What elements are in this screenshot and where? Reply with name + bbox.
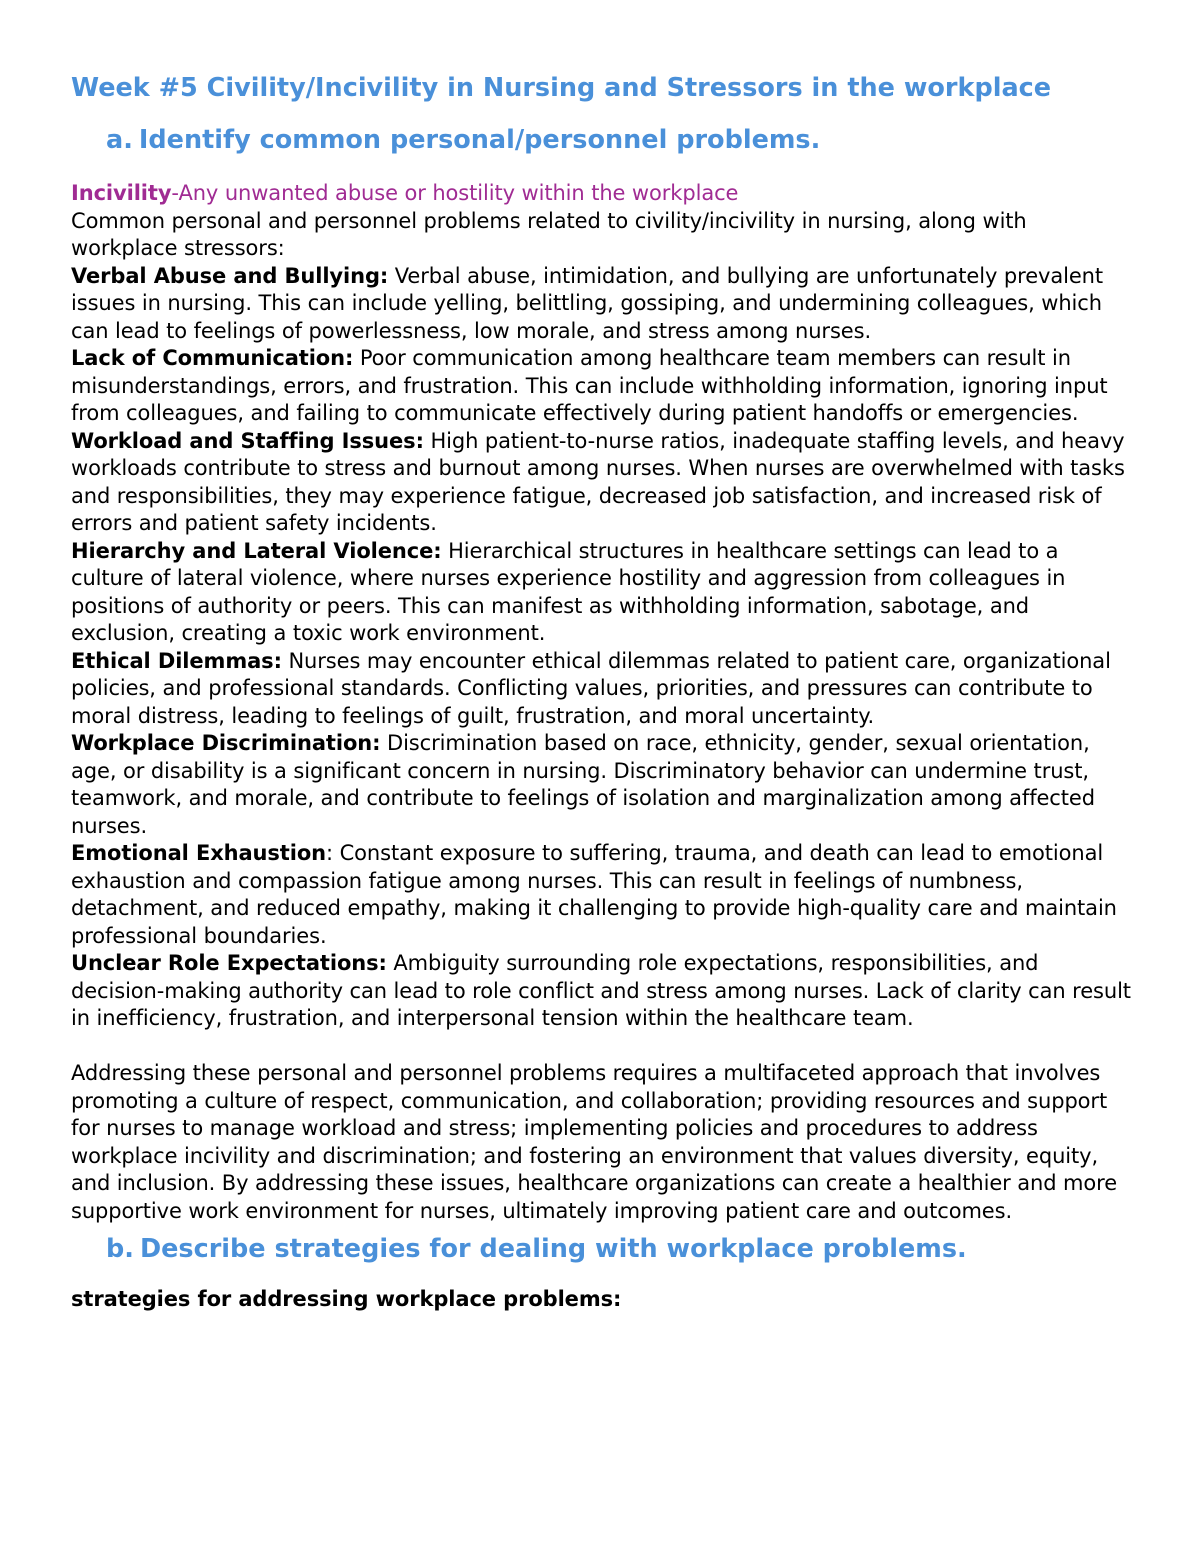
problem-term: Workplace Discrimination:	[71, 731, 381, 755]
section-b-marker: b.	[106, 1234, 134, 1264]
problem-text: : Constant exposure to suffering, trauma, and death can lead to emotional exhaustion and compassion fatigue among nurses. This can result in feelings of numbness, detachment, and reduced empathy, making it challenging to provide high-quality care and maintain professional boundaries.	[71, 841, 1117, 948]
closing-paragraph: Addressing these personal and personnel problems requires a multifaceted approach that involves promoting a culture of respect, communication, and collaboration; providing resources and support for nurses to manage workload and stress; implementing policies and procedures to address workplace incivility and discrimination; and fostering an environment that values diversity, equity, and inclusion. By addressing these issues, healthcare organizations can create a healthier and more supportive work environment for nurses, ultimately improving patient care and outcomes.	[71, 1061, 1118, 1223]
problem-list	[71, 263, 1133, 1033]
document-page	[71, 66, 1133, 1314]
problem-text: Verbal abuse, intimidation, and bullying are unfortunately prevalent issues in nursing. This can include yelling, belittling, gossiping, and undermining colleagues, which can lead to feelings of powerlessness, low morale, and stress among nurses.	[71, 263, 1104, 343]
definition-term: Incivility	[71, 181, 172, 205]
incivility-definition	[71, 180, 1133, 208]
problem-term: Emotional Exhaustion	[71, 841, 327, 865]
problem-term: Verbal Abuse and Bullying:	[71, 263, 389, 288]
section-a-marker: a.	[106, 125, 133, 155]
definition-text: -Any unwanted abuse or hostility within the workplace	[171, 181, 739, 205]
problem-ethical-dilemmas	[71, 648, 1133, 731]
section-b-heading-text: Describe strategies for dealing with workplace problems.	[139, 1234, 967, 1264]
problem-workplace-discrimination	[71, 730, 1133, 840]
problem-emotional-exhaustion	[71, 840, 1133, 950]
problem-term: Hierarchy and Lateral Violence:	[71, 538, 442, 563]
problem-term: Workload and Staffing Issues:	[71, 428, 424, 453]
problem-workload-staffing	[71, 428, 1133, 538]
section-a-heading-text: Identify common personal/personnel problems.	[138, 125, 821, 155]
problem-hierarchy-lateral-violence	[71, 538, 1133, 648]
section-b-heading	[71, 1227, 1133, 1271]
problem-text: High patient-to-nurse ratios, inadequate staffing levels, and heavy workloads contribute to stress and burnout among nurses. When nurses are overwhelmed with tasks and responsibilities, they may experience fatigue, decreased job satisfaction, and increased risk of errors and patient safety incidents.	[71, 428, 1125, 535]
problem-text: Discrimination based on race, ethnicity, gender, sexual orientation, age, or disability is a significant concern in nursing. Discriminatory behavior can undermine trust, teamwork, and morale, and contribute to feelings of isolation and marginalization among affected nurses.	[71, 731, 1095, 838]
problem-term: Lack of Communication:	[71, 346, 354, 370]
strategies-label: strategies for addressing workplace problems:	[71, 1287, 622, 1311]
problem-verbal-abuse	[71, 263, 1133, 346]
section-a-heading	[71, 118, 1133, 162]
problem-text: Ambiguity surrounding role expectations, responsibilities, and decision-making authority can lead to role conflict and stress among nurses. Lack of clarity can result in inefficiency, frustration, and interpersonal tension within the healthcare team.	[71, 951, 1131, 1030]
problem-term: Unclear Role Expectations:	[71, 951, 387, 975]
intro-paragraph: Common personal and personnel problems related to civility/incivility in nursing, along with workplace stressors:	[71, 208, 1027, 260]
problem-unclear-role-expectations	[71, 950, 1133, 1033]
problem-lack-of-communication	[71, 345, 1133, 428]
problem-text: Poor communication among healthcare team members can result in misunderstandings, errors, and frustration. This can include withholding information, ignoring input from colleagues, and failing to communicate effectively during patient handoffs or emergencies.	[71, 346, 1108, 425]
document-title: Week #5 Civility/Incivility in Nursing and Stressors in the workplace	[71, 73, 1052, 103]
problem-text: Nurses may encounter ethical dilemmas related to patient care, organizational policies, and professional standards. Conflicting values, priorities, and pressures can contribute to moral distress, leading to feelings of guilt, frustration, and moral uncertainty.	[71, 648, 1111, 728]
problem-term: Ethical Dilemmas:	[71, 648, 282, 673]
problem-text: Hierarchical structures in healthcare settings can lead to a culture of lateral violence, where nurses experience hostility and aggression from colleagues in positions of authority or peers. This can manifest as withholding information, sabotage, and exclusion, creating a toxic work environment.	[71, 538, 1066, 645]
